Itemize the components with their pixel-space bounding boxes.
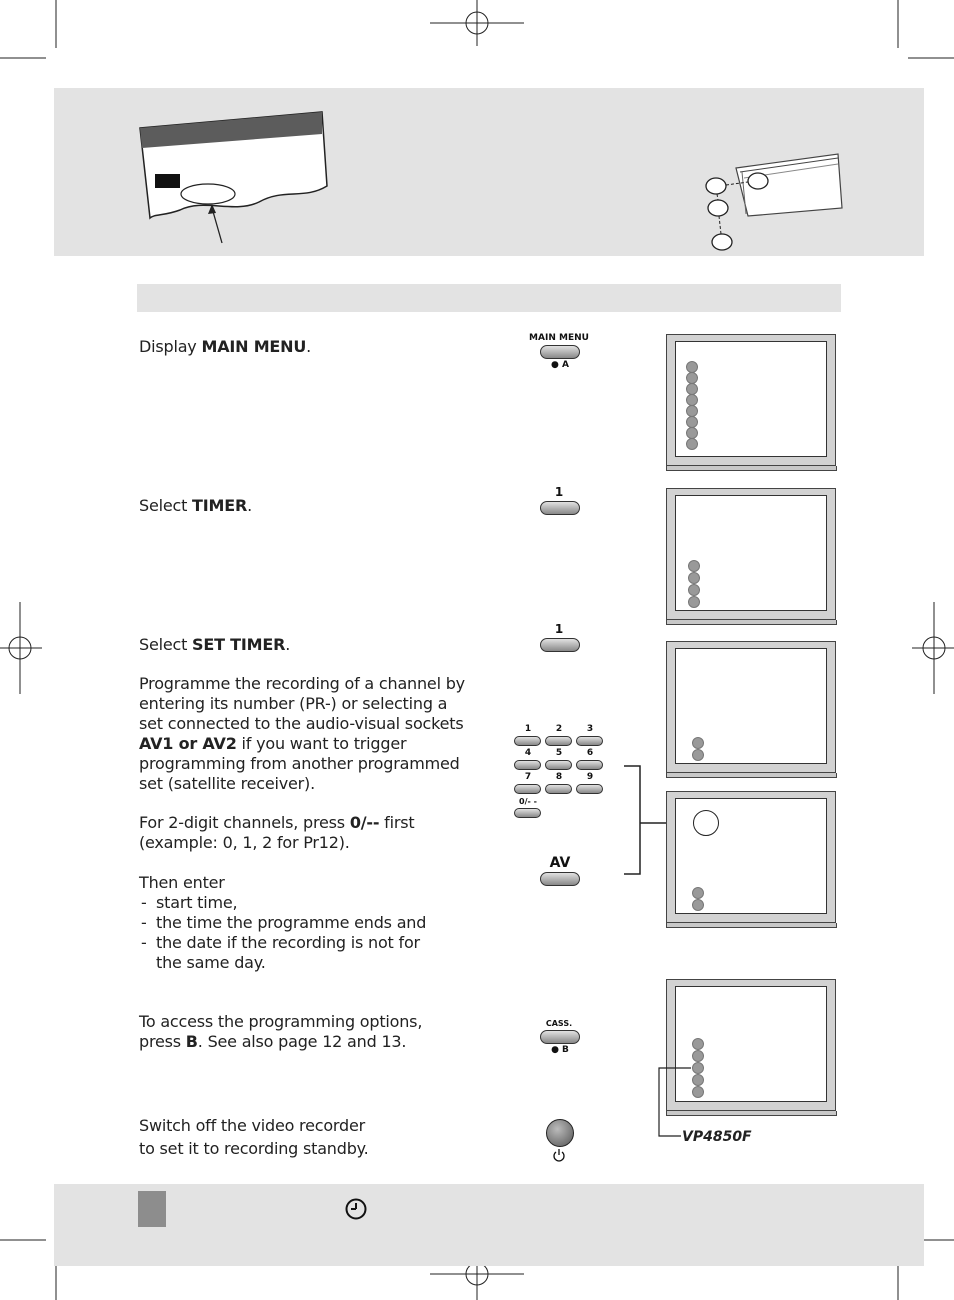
key-4-button[interactable] — [514, 760, 541, 770]
key-8-label: 8 — [555, 772, 563, 782]
tv-screen-main-menu — [666, 334, 836, 466]
key-2-button[interactable] — [545, 736, 572, 746]
cass-button[interactable] — [540, 1030, 580, 1044]
one-button[interactable] — [540, 501, 580, 515]
one-label: 1 — [554, 485, 564, 499]
key-0-label: 0/- - — [519, 797, 537, 806]
main-menu-button[interactable] — [540, 345, 580, 359]
a-label: ● A — [551, 360, 569, 370]
key-7-button[interactable] — [514, 784, 541, 794]
key-3-label: 3 — [586, 724, 594, 734]
key-0-button[interactable] — [514, 808, 541, 818]
key-7-label: 7 — [524, 772, 532, 782]
key-5-label: 5 — [555, 748, 563, 758]
av-label: AV — [549, 855, 571, 871]
model-number: VP4850F — [682, 1129, 752, 1145]
page-tab — [138, 1191, 166, 1227]
list-item: - start time, — [139, 893, 459, 913]
section-title-bar — [137, 284, 841, 312]
key-9-button[interactable] — [576, 784, 603, 794]
channel-highlight — [693, 810, 719, 836]
step-main-menu: Display MAIN MENU. — [139, 337, 312, 356]
step-standby: Switch off the video recorder to set it to recording standby. — [139, 1116, 369, 1158]
footer-banner — [54, 1184, 924, 1266]
key-1-button[interactable] — [514, 736, 541, 746]
tv-screen-set-timer — [666, 641, 836, 773]
key-1-label: 1 — [524, 724, 532, 734]
tv-screen-timer — [666, 488, 836, 620]
b-label: ● B — [551, 1045, 569, 1055]
key-4-label: 4 — [524, 748, 532, 758]
tv-screen-channel — [666, 791, 836, 923]
av-button[interactable] — [540, 872, 580, 886]
key-3-button[interactable] — [576, 736, 603, 746]
key-2-label: 2 — [555, 724, 563, 734]
power-icon — [552, 1148, 566, 1162]
clock-icon — [344, 1197, 368, 1221]
key-9-label: 9 — [586, 772, 594, 782]
step-timer: Select TIMER. — [139, 496, 252, 515]
header-illustration — [54, 88, 924, 256]
main-menu-label: MAIN MENU — [529, 333, 589, 343]
key-6-button[interactable] — [576, 760, 603, 770]
cass-label: CASS. — [545, 1019, 573, 1028]
one-label: 1 — [554, 622, 564, 636]
key-8-button[interactable] — [545, 784, 572, 794]
step-two-digit: For 2-digit channels, press 0/-- first (example: 0, 1, 2 for Pr12). — [139, 813, 415, 852]
list-item: - the date if the recording is not for the same day. — [139, 933, 446, 973]
step-set-timer: Select SET TIMER. — [139, 635, 291, 654]
standby-button[interactable] — [546, 1119, 574, 1147]
step-programme: Programme the recording of a channel by entering its number (PR-) or selecting a set connected to the audio-visual sockets AV1 or AV2 if you want to trigger programming from another programmed set (satellite receiver). — [139, 674, 465, 793]
step-then-enter: Then enter - start time, - the time the programme ends and - the date if the recording is not for the same day. — [139, 873, 459, 973]
one-button-set-timer[interactable] — [540, 638, 580, 652]
key-5-button[interactable] — [545, 760, 572, 770]
keypad-av-bracket — [620, 760, 670, 880]
list-item: - the time the programme ends and — [139, 913, 459, 933]
step-options: To access the programming options, press B. See also page 12 and 13. — [139, 1012, 423, 1051]
key-6-label: 6 — [586, 748, 594, 758]
